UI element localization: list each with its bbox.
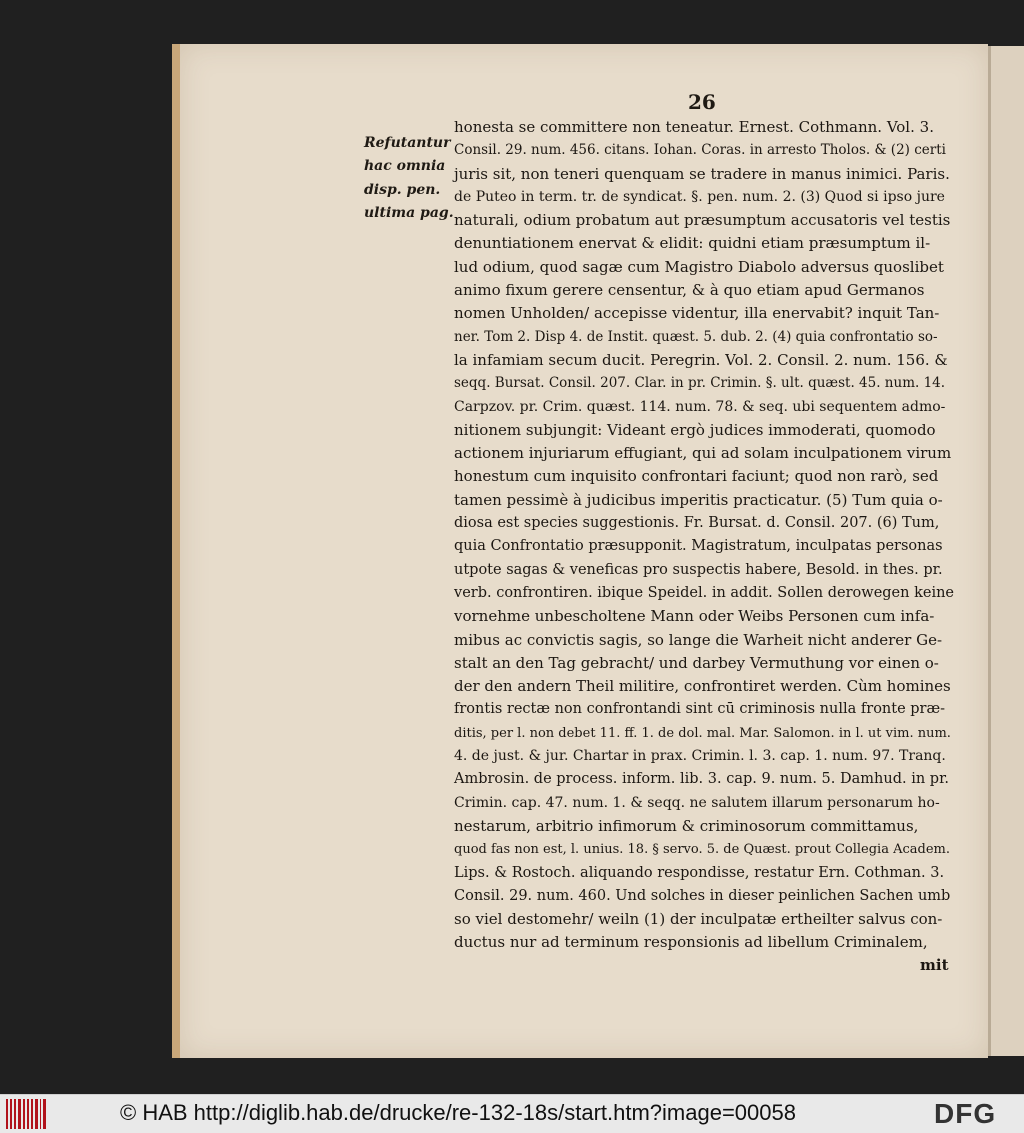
- text-line: mibus ac convictis sagis, so lange die Warheit nicht anderer Ge-: [454, 630, 943, 649]
- catchword: mit: [920, 956, 949, 974]
- text-line: Consil. 29. num. 456. citans. Iohan. Coras. in arresto Tholos. & (2) certi: [454, 142, 946, 159]
- text-line: juris sit, non teneri quenquam se tradere in manus inimici. Paris.: [454, 164, 950, 183]
- text-line: utpote sagas & veneficas pro suspectis habere, Besold. in thes. pr.: [454, 561, 943, 578]
- margin-note-line: Refutantur: [364, 135, 451, 151]
- text-line: seqq. Bursat. Consil. 207. Clar. in pr. Crimin. §. ult. quæst. 45. num. 14.: [454, 375, 946, 392]
- text-line: naturali, odium probatum aut præsumptum accusatoris vel testis: [454, 211, 951, 230]
- text-line: nitionem subjungit: Videant ergò judices immoderati, quomodo: [454, 420, 936, 439]
- text-line: nomen Unholden/ accepisse videntur, illa enervabit? inquit Tan-: [454, 304, 940, 323]
- text-line: Carpzov. pr. Crim. quæst. 114. num. 78. & seq. ubi sequentem admo-: [454, 398, 946, 415]
- facing-page-strip: [988, 46, 1024, 1056]
- text-line: honesta se committere non teneatur. Ernest. Cothmann. Vol. 3.: [454, 118, 934, 136]
- text-line: Crimin. cap. 47. num. 1. & seqq. ne salutem illarum personarum ho-: [454, 794, 940, 811]
- text-line: de Puteo in term. tr. de syndicat. §. pen. num. 2. (3) Quod si ipso jure: [454, 188, 945, 205]
- text-line: la infamiam secum ducit. Peregrin. Vol. 2. Consil. 2. num. 156. &: [454, 350, 948, 369]
- text-line: Ambrosin. de process. inform. lib. 3. cap. 9. num. 5. Damhud. in pr.: [454, 771, 950, 788]
- margin-note-line: disp. pen.: [364, 181, 441, 198]
- footer-bar: [0, 1094, 1024, 1133]
- text-line: verb. confrontiren. ibique Speidel. in addit. Sollen derowegen keine: [454, 584, 955, 601]
- body-text: [454, 116, 954, 955]
- text-line: ductus nur ad terminum responsionis ad libellum Criminalem,: [454, 933, 928, 952]
- text-line: actionem injuriarum effugiant, qui ad solam inculpationem virum: [454, 444, 952, 463]
- text-line: Consil. 29. num. 460. Und solches in dieser peinlichen Sachen umb: [454, 887, 951, 904]
- margin-note-line: hac omnia: [364, 158, 446, 175]
- text-line: frontis rectæ non confrontandi sint cū criminosis nulla fronte præ-: [454, 701, 946, 718]
- text-line: 4. de just. & jur. Chartar in prax. Crimin. l. 3. cap. 1. num. 97. Tranq.: [454, 748, 946, 765]
- text-line: stalt an den Tag gebracht/ und darbey Vermuthung vor einen o-: [454, 653, 939, 672]
- text-line: animo fixum gerere censentur, & à quo etiam apud Germanos: [454, 281, 925, 300]
- text-line: lud odium, quod sagæ cum Magistro Diabolo adversus quoslibet: [454, 257, 944, 276]
- text-line: der den andern Theil militire, confrontiret werden. Cùm homines: [454, 677, 951, 696]
- margin-note-line: ultima pag.: [364, 204, 454, 221]
- text-line: ditis, per l. non debet 11. ff. 1. de dol. mal. Mar. Salomon. in l. ut vim. num.: [454, 725, 951, 741]
- text-line: diosa est species suggestionis. Fr. Bursat. d. Consil. 207. (6) Tum,: [454, 515, 940, 532]
- copyright-link[interactable]: © HAB http://diglib.hab.de/drucke/re-132-18s/start.htm?image=00058: [120, 1100, 796, 1125]
- text-line: tamen pessimè à judicibus imperitis practicatur. (5) Tum quia o-: [454, 490, 943, 509]
- text-line: ner. Tom 2. Disp 4. de Instit. quæst. 5. dub. 2. (4) quia confrontatio so-: [454, 328, 938, 345]
- page-number: 26: [688, 90, 716, 114]
- dfg-logo: DFG: [934, 1098, 997, 1129]
- text-line: nestarum, arbitrio infimorum & criminosorum committamus,: [454, 816, 919, 835]
- text-line: quia Confrontatio præsupponit. Magistratum, inculpatas personas: [454, 538, 943, 555]
- barcode-icon: [6, 1099, 46, 1129]
- text-line: denuntiationem enervat & elidit: quidni etiam præsumptum il-: [454, 234, 931, 253]
- text-line: quod fas non est, l. unius. 18. § servo. 5. de Quæst. prout Collegia Academ.: [454, 842, 950, 858]
- text-line: Lips. & Rostoch. aliquando respondisse, restatur Ern. Cothman. 3.: [454, 864, 945, 881]
- text-line: honestum cum inquisito confrontari faciunt; quod non rarò, sed: [454, 467, 939, 486]
- text-line: so viel destomehr/ weiln (1) der inculpatæ ertheilter salvus con-: [454, 910, 943, 929]
- text-line: vornehme unbescholtene Mann oder Weibs Personen cum infa-: [454, 607, 935, 626]
